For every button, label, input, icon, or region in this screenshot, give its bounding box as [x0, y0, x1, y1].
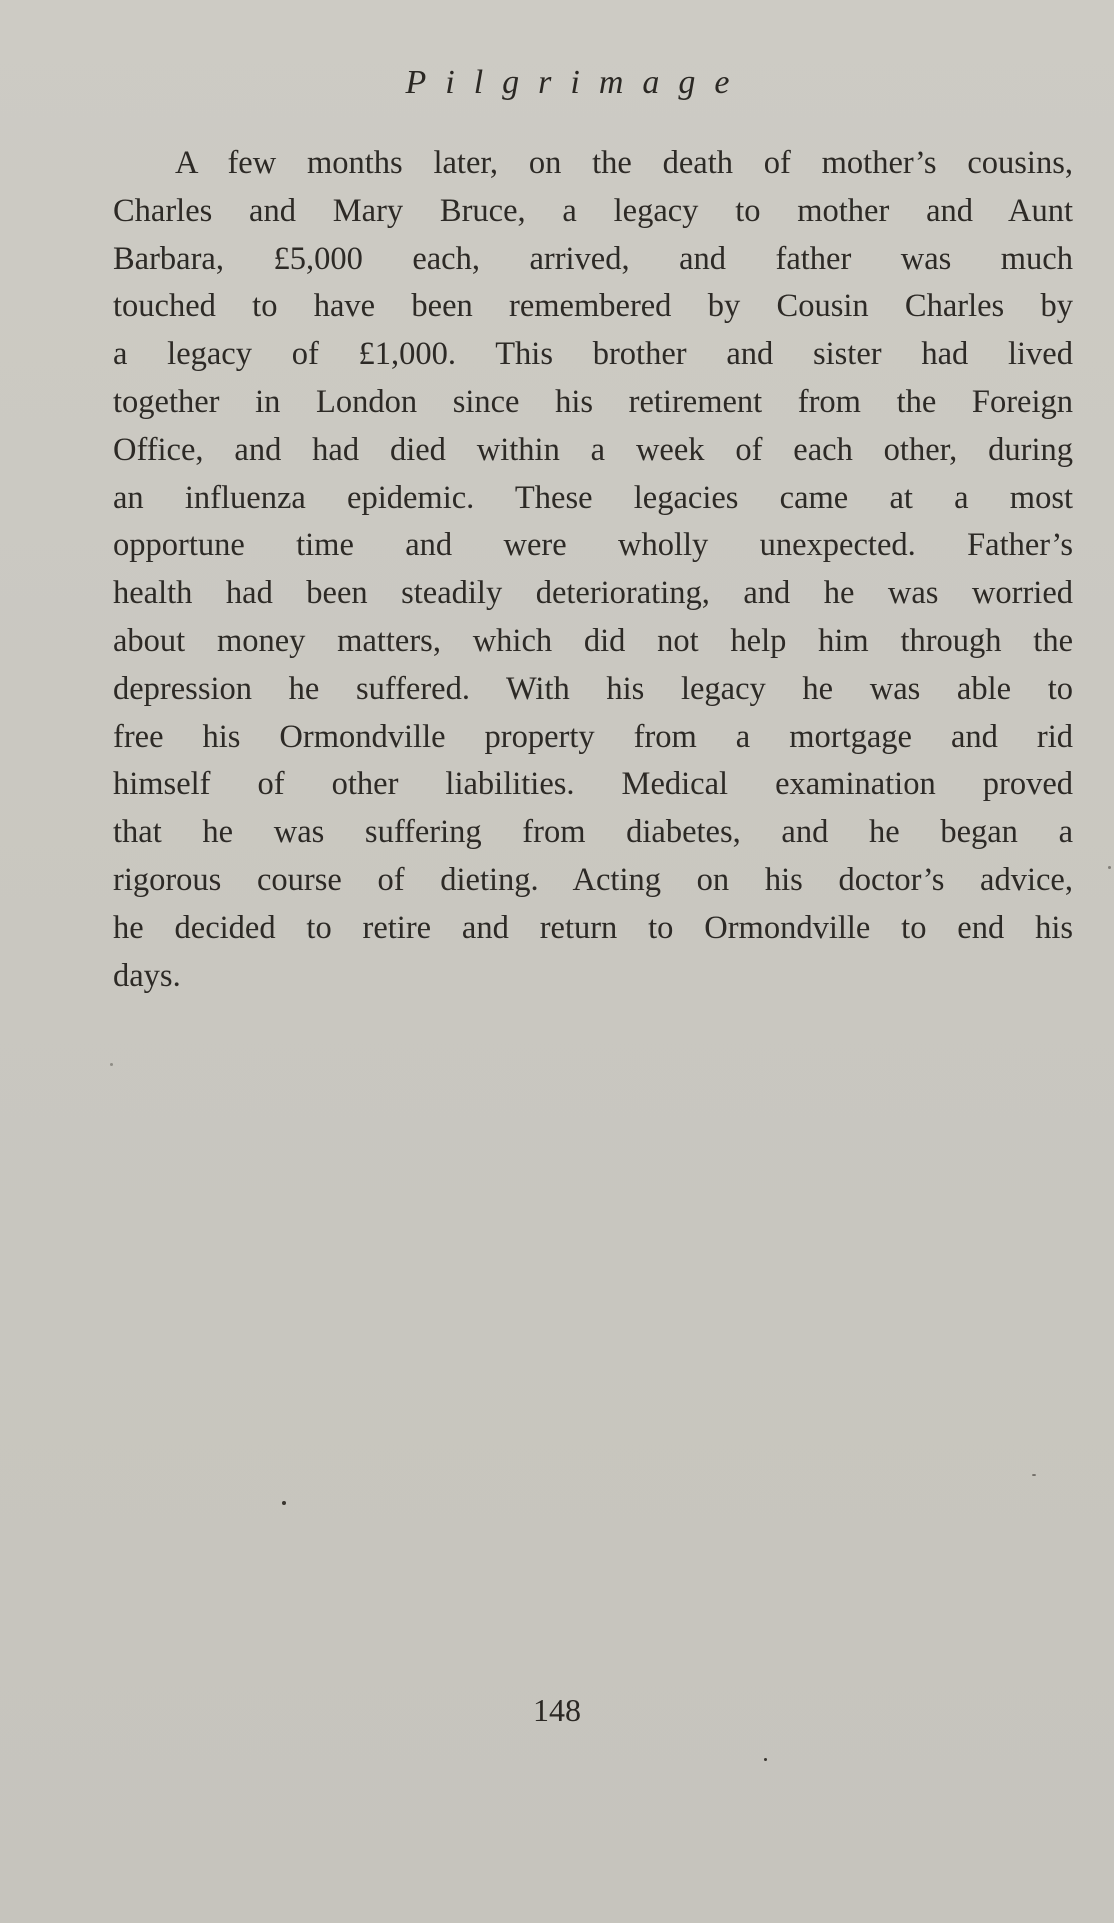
- paper-speck: [110, 1063, 113, 1066]
- paragraph-line: an influenza epidemic. These legacies came at a most: [113, 479, 1073, 516]
- paragraph-line: free his Ormondville property from a mortgage and rid: [113, 718, 1073, 755]
- page-number: 148: [533, 1692, 581, 1728]
- paragraph-line: days.: [113, 957, 181, 994]
- paper-speck: [282, 1501, 286, 1505]
- running-head: Pilgrimage: [405, 64, 749, 101]
- paragraph-line: rigorous course of dieting. Acting on his doctor’s advice,: [113, 861, 1073, 898]
- body-paragraph: [113, 140, 1073, 1000]
- paragraph-line: a legacy of £1,000. This brother and sister had lived: [113, 336, 1073, 373]
- paragraph-line: A few months later, on the death of mother’s cousins,: [175, 145, 1073, 181]
- paper-speck: [1032, 1474, 1036, 1476]
- paragraph-line: himself of other liabilities. Medical examination proved: [113, 766, 1073, 803]
- paragraph-line: together in London since his retirement from the Foreign: [113, 383, 1073, 420]
- paragraph-line: opportune time and were wholly unexpected. Father’s: [113, 527, 1073, 564]
- paragraph-line: depression he suffered. With his legacy he was able to: [113, 670, 1073, 707]
- paragraph-line: Office, and had died within a week of each other, during: [113, 431, 1073, 468]
- paragraph-line: Barbara, £5,000 each, arrived, and father was much: [113, 240, 1073, 277]
- paper-speck: [1108, 866, 1111, 869]
- paragraph-line: that he was suffering from diabetes, and he began a: [113, 814, 1073, 851]
- paragraph-line: health had been steadily deteriorating, and he was worried: [113, 575, 1073, 612]
- paragraph-line: about money matters, which did not help him through the: [113, 622, 1073, 659]
- paragraph-line: he decided to retire and return to Ormondville to end his: [113, 909, 1073, 946]
- paragraph-line: touched to have been remembered by Cousin Charles by: [113, 288, 1073, 325]
- paragraph-line: Charles and Mary Bruce, a legacy to mother and Aunt: [113, 192, 1073, 229]
- paper-speck: [764, 1758, 767, 1761]
